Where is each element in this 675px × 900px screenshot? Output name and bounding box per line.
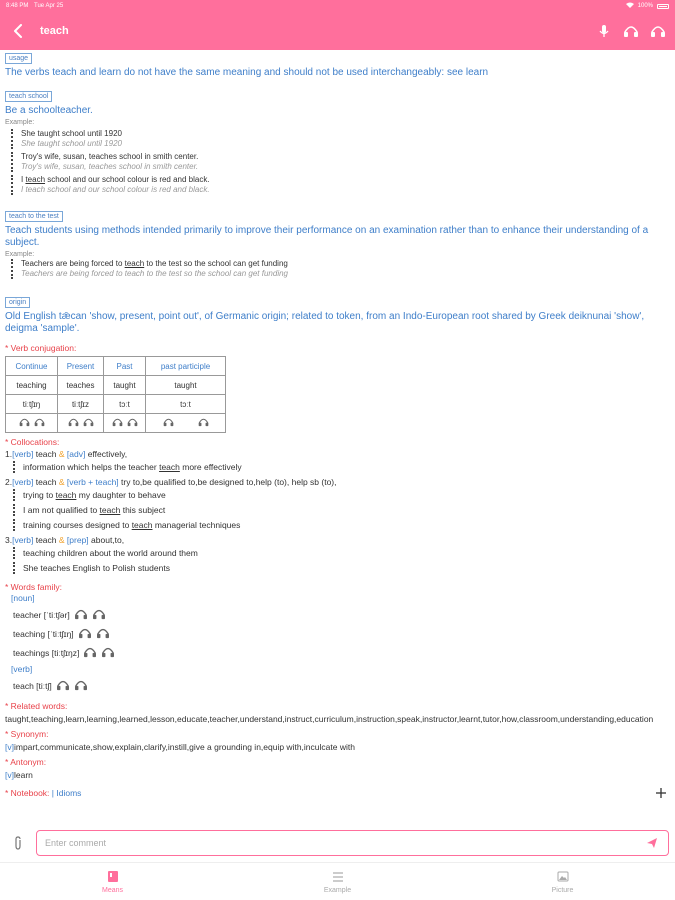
example-item	[11, 152, 670, 172]
antonym-section	[5, 757, 670, 781]
status-bar	[0, 0, 675, 12]
example-divider	[13, 562, 15, 574]
pattern-label[interactable]: [prep]	[64, 535, 89, 545]
origin-text: Old English tǣcan 'show, present, point out', of Germanic origin; related to token, from an Indo-European root shared by Greek deiknunai 'show', deigma 'sample'.	[5, 311, 645, 334]
conjugation-ipa: tɔːt	[104, 395, 146, 414]
conjugation-form: teaches	[58, 376, 104, 395]
example-divider	[11, 259, 13, 279]
audio-cell	[104, 414, 146, 433]
status-date: Tue Apr 25	[34, 3, 64, 9]
collocation-example: She teaches English to Polish students	[13, 562, 670, 574]
tab-means[interactable]	[0, 863, 225, 900]
conjugation-form: taught	[104, 376, 146, 395]
pos-label: [verb]	[11, 664, 33, 674]
headphones-icon	[623, 24, 639, 38]
collocation-example: training courses designed to teach managerial techniques	[13, 519, 670, 531]
example-en: I teach school and our school colour is red and black.	[21, 175, 210, 184]
conjugation-form: teaching	[6, 376, 58, 395]
example-label: Example:	[5, 119, 35, 126]
usage-section	[5, 50, 670, 79]
headphones-icon[interactable]	[74, 608, 88, 622]
headphones-icon[interactable]	[34, 417, 45, 429]
example-translation: She taught school until 1920	[21, 139, 122, 148]
wifi-icon	[626, 2, 634, 10]
family-section	[5, 582, 670, 693]
listen-uk-button[interactable]	[649, 22, 667, 40]
comment-input-wrapper	[36, 830, 669, 856]
conjugation-header-row	[6, 357, 226, 376]
tab-label: Picture	[551, 886, 574, 894]
teach-test-tag: teach to the test	[5, 211, 63, 222]
book-icon	[106, 870, 120, 884]
related-title: * Related words:	[5, 701, 68, 711]
conjugation-header: Continue	[6, 357, 58, 376]
headphones-icon[interactable]	[78, 627, 92, 641]
antonym-words[interactable]: learn	[13, 770, 33, 780]
pattern-label[interactable]: [adv]	[64, 449, 86, 459]
headphones-icon[interactable]	[83, 646, 97, 660]
collocations-section	[5, 437, 670, 574]
tab-label: Example	[323, 886, 352, 894]
add-note-button[interactable]	[656, 785, 666, 801]
conjugation-table	[5, 356, 226, 433]
family-word	[13, 627, 670, 641]
headphones-icon[interactable]	[68, 417, 79, 429]
highlighted-word: teach	[124, 259, 145, 268]
pos-label[interactable]: [verb]	[12, 535, 34, 545]
headphones-icon[interactable]	[127, 417, 138, 429]
image-icon	[556, 870, 570, 884]
comment-input[interactable]	[45, 838, 644, 848]
header-actions	[595, 22, 667, 40]
origin-section	[5, 291, 670, 335]
example-label: Example:	[5, 251, 35, 258]
conjugation-audio-row	[6, 414, 226, 433]
family-word	[13, 679, 670, 693]
example-translation: Teachers are being forced to teach to the test so the school can get funding	[21, 269, 288, 278]
example-divider	[13, 547, 15, 559]
conjugation-header: past participle	[146, 357, 226, 376]
highlighted-word: teach	[159, 462, 180, 472]
notebook-row	[5, 785, 670, 801]
example-en: Troy's wife, susan, teaches school in smith center.	[21, 152, 199, 161]
headphones-icon[interactable]	[83, 417, 94, 429]
headphones-icon[interactable]	[163, 417, 174, 429]
example-item	[11, 129, 670, 149]
teach-test-definition: Teach students using methods intended primarily to improve their performance on an examination rather than to enhance their understanding of a subject.	[5, 225, 649, 248]
status-right	[626, 2, 669, 10]
collocation-item: 2.[verb] teach & [verb + teach] try to,be qualified to,be designed to,help (to), help sb (to),	[5, 477, 337, 487]
page-title: teach	[40, 25, 69, 37]
audio-cell	[6, 414, 58, 433]
highlighted-word: teach	[25, 175, 46, 184]
conjugation-form: taught	[146, 376, 226, 395]
headphones-icon[interactable]	[96, 627, 110, 641]
idioms-link[interactable]: | Idioms	[51, 788, 82, 798]
example-en: She taught school until 1920	[21, 129, 122, 138]
pos-label: [noun]	[11, 593, 35, 603]
conjugation-ipa: tiːtʃɪz	[58, 395, 104, 414]
example-translation: I teach school and our school colour is red and black.	[21, 185, 210, 194]
conjugation-ipa-row	[6, 395, 226, 414]
related-section	[5, 701, 670, 725]
family-word-text[interactable]: teach [tiːtʃ]	[13, 681, 52, 691]
example-item	[11, 175, 670, 195]
microphone-icon	[598, 24, 610, 38]
audio-cell	[58, 414, 104, 433]
teach-school-definition: Be a schoolteacher.	[5, 105, 93, 116]
family-word	[13, 646, 670, 660]
back-button[interactable]	[8, 19, 28, 43]
origin-tag: origin	[5, 297, 30, 308]
headphones-icon[interactable]	[92, 608, 106, 622]
battery-icon	[657, 4, 669, 9]
send-button[interactable]	[644, 835, 660, 851]
headphones-icon[interactable]	[74, 679, 88, 693]
pos-label[interactable]: [verb]	[12, 449, 34, 459]
pattern-label[interactable]: [verb + teach]	[64, 477, 119, 487]
highlighted-word: teach	[131, 520, 153, 530]
collocation-example: teaching children about the world around them	[13, 547, 670, 559]
usage-tag: usage	[5, 53, 32, 64]
example-divider	[13, 519, 15, 531]
conjugation-forms-row	[6, 376, 226, 395]
pos-label[interactable]: [verb]	[12, 477, 34, 487]
tab-picture[interactable]	[450, 863, 675, 900]
usage-text: The verbs teach and learn do not have the same meaning and should not be used interchangeably: see learn	[5, 67, 489, 78]
collocations-title: * Collocations:	[5, 437, 60, 447]
teach-school-section	[5, 85, 670, 195]
conjugation-ipa: tɔːt	[146, 395, 226, 414]
conjugation-title: * Verb conjugation:	[5, 343, 77, 353]
send-icon	[646, 837, 658, 849]
conjugation-header: Past	[104, 357, 146, 376]
synonym-section	[5, 729, 670, 753]
status-time: 8:48 PM	[6, 3, 29, 9]
example-en: Teachers are being forced to teach to the test so the school can get funding	[21, 259, 288, 268]
example-divider	[11, 129, 13, 149]
headphones-icon	[650, 24, 666, 38]
teach-test-section	[5, 205, 670, 279]
app-header	[0, 12, 675, 50]
teach-school-tag: teach school	[5, 91, 52, 102]
tab-label: Means	[101, 886, 123, 894]
audio-cell	[146, 414, 226, 433]
example-translation: Troy's wife, susan, teaches school in smith center.	[21, 162, 199, 171]
headphones-icon[interactable]	[101, 646, 115, 660]
family-word	[13, 608, 670, 622]
bottom-tab-bar	[0, 862, 675, 900]
headphones-icon[interactable]	[198, 417, 209, 429]
chevron-left-icon	[13, 24, 23, 38]
word-content[interactable]	[0, 50, 675, 826]
conjugation-section	[5, 343, 670, 433]
highlighted-word: teach	[99, 505, 121, 515]
list-icon	[331, 870, 345, 884]
listen-us-button[interactable]	[622, 22, 640, 40]
tab-example[interactable]	[225, 863, 450, 900]
family-title: * Words family:	[5, 582, 62, 592]
collocation-example: I am not qualified to teach this subject	[13, 504, 670, 516]
example-divider	[13, 489, 15, 501]
headphones-icon[interactable]	[112, 417, 123, 429]
attach-button[interactable]	[6, 831, 30, 855]
collocation-example: information which helps the teacher teach more effectively	[13, 461, 670, 473]
conjugation-ipa: tiːtʃɪŋ	[6, 395, 58, 414]
family-word-text[interactable]: teaching [ˈtiːtʃɪŋ]	[13, 629, 74, 639]
example-item	[11, 259, 670, 279]
pos-label: [v]	[5, 770, 14, 780]
collocation-item: 3.[verb] teach & [prep] about,to,	[5, 535, 125, 545]
example-divider	[13, 504, 15, 516]
collocation-example: trying to teach my daughter to behave	[13, 489, 670, 501]
headphones-icon[interactable]	[56, 679, 70, 693]
headphones-icon[interactable]	[19, 417, 30, 429]
notebook-title: * Notebook:	[5, 788, 50, 798]
family-word-text[interactable]: teachings [tiːtʃɪŋz]	[13, 648, 80, 658]
example-divider	[11, 152, 13, 172]
synonym-title: * Synonym:	[5, 729, 49, 739]
plus-icon	[656, 788, 666, 798]
antonym-title: * Antonym:	[5, 757, 47, 767]
status-battery-text: 100%	[637, 3, 653, 9]
status-left	[6, 3, 63, 9]
conjugation-header: Present	[58, 357, 104, 376]
pos-label: [v]	[5, 742, 14, 752]
microphone-button[interactable]	[595, 22, 613, 40]
related-words[interactable]: taught,teaching,learn,learning,learned,lesson,educate,teacher,understand,instruct,curriculum,instruction,speak,instructor,learnt,tutor,how,classroom,understanding,education	[5, 714, 654, 724]
example-divider	[11, 175, 13, 195]
highlighted-word: teach	[55, 490, 77, 500]
family-word-text[interactable]: teacher [ˈtiːtʃər]	[13, 610, 70, 620]
synonym-words[interactable]: impart,communicate,show,explain,clarify,instill,give a grounding in,equip with,inculcate with	[13, 742, 355, 752]
paperclip-icon	[13, 836, 23, 850]
comment-bar	[0, 826, 675, 860]
collocation-item: 1.[verb] teach & [adv] effectively,	[5, 449, 128, 459]
example-divider	[13, 461, 15, 473]
